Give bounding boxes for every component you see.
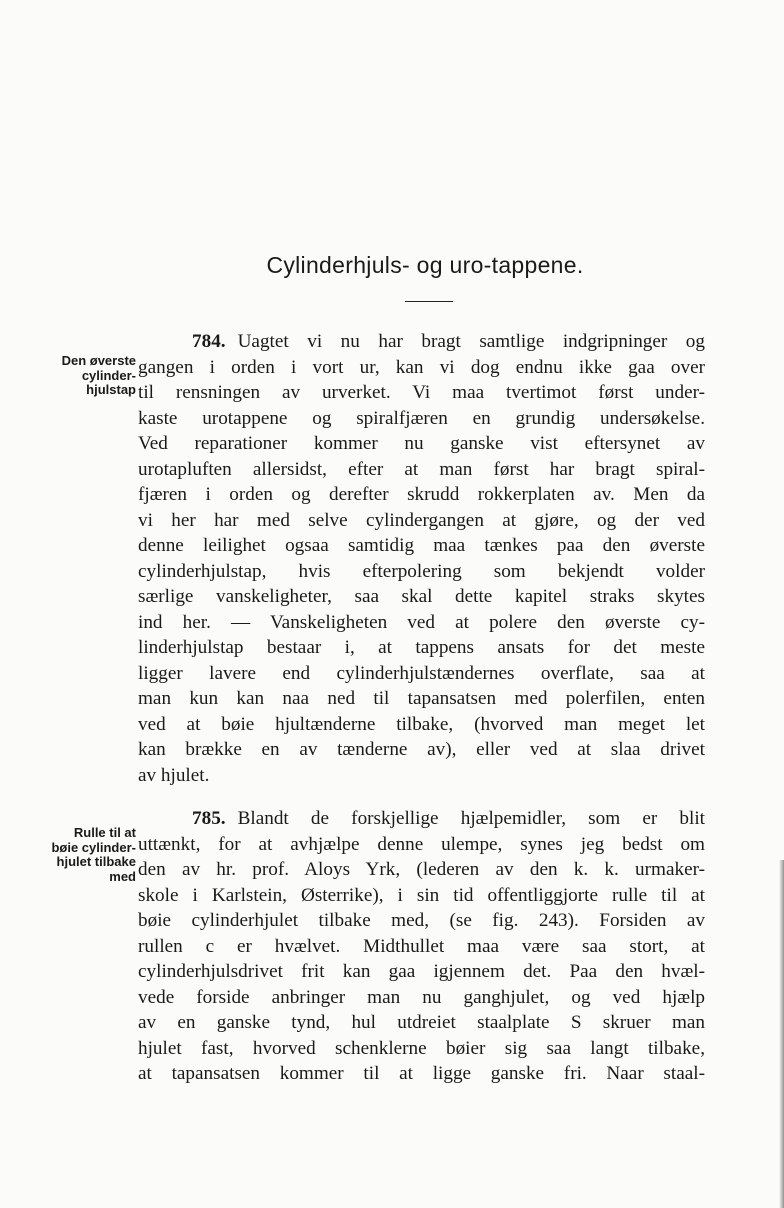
margin-note-784 <box>62 354 136 398</box>
paragraph-line: bøie cylinderhjulet tilbake med, (se fig. 243). Forsiden av <box>138 910 705 931</box>
margin-note-line: cylinder- <box>81 367 136 383</box>
paragraph-line: linderhjulstap bestaar i, at tappens ansats for det meste <box>138 637 705 658</box>
paragraph-784 <box>138 329 705 788</box>
paragraph-line: vi her har med selve cylindergangen at gjøre, og der ved <box>138 509 705 531</box>
paragraph-line: ligger lavere end cylinderhjulstændernes overflate, saa at <box>138 662 705 684</box>
paragraph-line: særlige vanskeligheter, saa skal dette kapitel straks skytes <box>138 586 705 607</box>
margin-note-line: hjulet tilbake <box>56 854 136 869</box>
paragraph-line: hjulet fast, hvorved schenklerne bøier sig saa langt tilbake, <box>138 1037 705 1059</box>
paragraph-line: 784. Uagtet vi nu har bragt samtlige indgripninger og <box>192 331 705 352</box>
paragraph-785 <box>138 806 705 1087</box>
margin-note-line: hjulstap <box>86 382 136 397</box>
paragraph-line: uttænkt, for at avhjælpe denne ulempe, synes jeg bedst om <box>138 833 705 855</box>
paragraph-line: vede forside anbringer man nu ganghjulet, og ved hjælp <box>138 986 705 1008</box>
margin-note-line: Den øverste <box>61 353 136 368</box>
paragraph-line: av hjulet. <box>138 764 210 786</box>
paragraph-line: den av hr. prof. Aloys Yrk, (lederen av den k. k. urmaker- <box>138 859 705 880</box>
paragraph-line: 785. Blandt de forskjellige hjælpemidler, som er blit <box>192 808 705 829</box>
paragraph-line: man kun kan naa ned til tapansatsen med polerfilen, enten <box>138 688 705 709</box>
paragraph-line: cylinderhjulsdrivet frit kan gaa igjennem det. Paa den hvæl- <box>138 961 705 982</box>
section-number: 784. <box>192 331 226 352</box>
paragraph-line: skole i Karlstein, Østerrike), i sin tid offentliggjorte rulle til at <box>138 884 705 906</box>
page-edge-shadow <box>779 860 784 1208</box>
section-number: 785. <box>192 808 226 829</box>
paragraph-line: kaste urotappene og spiralfjæren en grundig undersøkelse. <box>138 407 705 429</box>
chapter-title: Cylinderhjuls- og uro-tappene. <box>266 252 584 278</box>
paragraph-line: fjæren i orden og derefter skrudd rokkerplaten av. Men da <box>138 484 705 505</box>
paragraph-line: rullen c er hvælvet. Midthullet maa være saa stort, at <box>138 935 705 957</box>
paragraph-line: cylinderhjulstap, hvis efterpolering som bekjendt volder <box>138 560 705 582</box>
title-rule <box>405 301 453 302</box>
paragraph-line: at tapansatsen kommer til at ligge ganske fri. Naar staal- <box>138 1063 705 1084</box>
paragraph-line: gangen i orden i vort ur, kan vi dog endnu ikke gaa over <box>138 356 705 378</box>
paragraph-line: ved at bøie hjultænderne tilbake, (hvorved man meget let <box>138 713 705 735</box>
paragraph-line: urotapluften allersidst, efter at man først har bragt spiral- <box>138 458 705 480</box>
margin-note-line: med <box>109 868 136 884</box>
paragraph-line: av en ganske tynd, hul utdreiet staalplate S skruer man <box>138 1012 705 1033</box>
margin-note-line: Rulle til at <box>73 825 136 840</box>
paragraph-line: ind her. — Vanskeligheten ved at polere den øverste cy- <box>138 611 705 633</box>
margin-note-line: bøie cylinder- <box>51 839 136 855</box>
paragraph-line: kan brække en av tænderne av), eller ved at slaa drivet <box>138 739 705 760</box>
paragraph-line: til rensningen av urverket. Vi maa tvertimot først under- <box>138 382 705 403</box>
paragraph-line: Ved reparationer kommer nu ganske vist eftersynet av <box>138 433 705 454</box>
margin-note-785 <box>51 826 136 884</box>
paragraph-line: denne leilighet ogsaa samtidig maa tænkes paa den øverste <box>138 535 705 556</box>
